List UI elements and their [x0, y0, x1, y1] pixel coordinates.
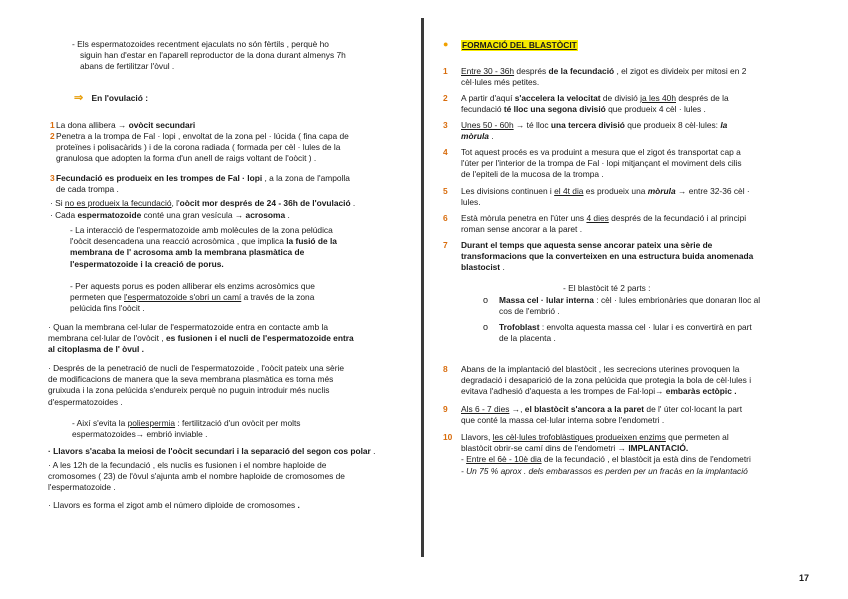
sub-paragraph-porus	[70, 281, 405, 315]
list-number: 10	[443, 432, 453, 442]
line: · Després de la penetració de nucli de l'espermatozoide , l'oòcit pateix una sèrie	[48, 363, 345, 373]
line: d'espermatozoides .	[48, 396, 123, 407]
text: .	[287, 210, 290, 220]
list-number: 9	[443, 404, 448, 414]
line: pelúcida fins l'oòcit .	[70, 303, 145, 314]
bold-text: espermatozoide	[77, 210, 142, 220]
item-line: Penetra a la trompa de Fal · lopi , envoltat de la zona pel · lúcida ( fina capa de	[56, 131, 349, 141]
text: .	[502, 262, 505, 273]
list-number: 3	[50, 173, 55, 183]
bold-line: l'espermatozoide i la creació de porus.	[70, 258, 224, 269]
ovulation-heading	[74, 93, 405, 104]
italic-line: - Un 75 % aprox . dels embarassos es perden per un fracàs en la implantació	[461, 465, 748, 476]
bold-line: membrana de l' acrosoma amb la membrana plasmàtica de	[70, 247, 305, 258]
item-line: proteïnes i polisacàrids ) i de la corona radiada ( formada per cèl · lules de la	[56, 142, 341, 153]
bold-text: Trofoblast	[499, 322, 540, 332]
intro-line: siguin han d'estar en l'aparell reproductor de la dona durant almenys 7h	[80, 50, 346, 61]
underlined-text: Als 6 - 7 dies	[461, 404, 510, 414]
circle-bullet-icon: o	[483, 295, 489, 305]
right-arrow-icon: →	[234, 210, 244, 220]
text: · Cada	[50, 210, 76, 220]
list-number: 6	[443, 213, 448, 223]
line: de l'epiteli de la mucosa de la trompa .	[461, 169, 604, 180]
bold-text: una tercera divisió	[550, 120, 625, 130]
text: Llavors,	[461, 432, 491, 442]
text: després de la fecundació i al principi	[611, 213, 747, 223]
text: A partir d'aquí	[461, 93, 513, 103]
text: l'oòcit desencadena una reacció acrosòmica , que implica	[70, 236, 284, 247]
bold-text: de la fecundació	[548, 66, 615, 76]
bold-text: · Llavors s'acaba la meiosi de l'oòcit secundari i la separació del segon cos polar	[48, 446, 371, 456]
text: després	[516, 66, 547, 76]
text: .	[685, 443, 689, 454]
underlined-text: el 4t dia	[554, 186, 584, 196]
page-number: 17	[799, 573, 810, 583]
column-divider	[421, 18, 424, 557]
text: a través de la zona	[243, 292, 315, 303]
text: : cèl · lules embrionàries que donaran lloc al	[596, 295, 761, 305]
underlined-text: no es produeix la fecundació	[64, 198, 172, 208]
sub-list-item	[499, 322, 813, 344]
text: de l' úter col·locant la part	[646, 404, 743, 414]
text: després de la	[678, 93, 729, 103]
paragraph-zigot	[48, 500, 405, 511]
underlined-text: Entre el 6è - 10è dia	[466, 454, 542, 465]
list-number: 8	[443, 364, 448, 374]
text: membrana cel·lular de l'ovòcit ,	[48, 333, 164, 344]
underlined-text: les cèl·lules trofoblàstiques produeixen enzims	[492, 432, 666, 442]
line: cromosomes ( 23) de l'òvul s'ajunta amb el nombre haploide de cromosomes de	[48, 471, 345, 482]
item-text: , a la zona de l'ampolla	[264, 173, 350, 183]
text: fecundació	[461, 104, 502, 115]
item-text: La dona allibera	[56, 120, 116, 130]
list-item	[461, 147, 813, 181]
line: - Per aquests porus es poden alliberar els enzims acrosòmics que	[70, 281, 315, 291]
text: Està mòrula penetra en l'úter uns	[461, 213, 585, 223]
list-item	[56, 120, 405, 131]
list-item	[461, 404, 813, 426]
ovulation-heading-text: En l'ovulació :	[91, 93, 148, 103]
intro-line: abans de fertilitzar l'òvul .	[80, 61, 175, 72]
paragraph-12h	[48, 460, 405, 494]
section-title: FORMACIÓ DEL BLASTÒCIT	[462, 40, 577, 50]
list-number: 3	[443, 120, 448, 130]
text: que permeten al	[668, 432, 729, 442]
text: , el zigot es divideix per mitosi en 2	[616, 66, 747, 76]
list-number: 7	[443, 240, 448, 250]
text: de la fecundació , el blastòcit ja està dins de l'endometri	[543, 454, 751, 465]
sub-paragraph-interaccio	[70, 225, 405, 270]
text: Les divisions continuen i	[461, 186, 552, 196]
sub-list-item	[499, 295, 813, 317]
bold-text: el blastòcit s'ancora a la paret	[524, 404, 645, 414]
list-number: 2	[443, 93, 448, 103]
text: .	[352, 198, 356, 208]
sub-heading: - El blastòcit té 2 parts :	[563, 283, 651, 293]
text: · Si	[50, 198, 63, 208]
bold-text: té lloc una segona divisió	[503, 104, 606, 115]
double-arrow-icon: ⇒	[74, 92, 84, 104]
circle-bullet-icon: o	[483, 322, 489, 332]
line: cèl·lules més petites.	[461, 77, 540, 88]
italic-text: mòrula	[647, 186, 676, 196]
list-number: 1	[443, 66, 448, 76]
list-item	[461, 120, 813, 142]
bold-text: s'accelera la velocitat	[514, 93, 601, 103]
bold-line: Durant el temps que aquesta sense ancorar pateix una sèrie de	[461, 240, 713, 250]
list-item	[461, 364, 813, 398]
right-arrow-icon: →	[511, 404, 521, 414]
list-number: 1	[50, 120, 55, 130]
text: evitava l'adhesió d'aquesta a les trompes de Fal·lopi	[461, 386, 656, 397]
text: .	[373, 446, 376, 456]
text: -	[461, 454, 464, 465]
line: Abans de la implantació del blastòcit , les secrecions uterines provoquen la	[461, 364, 740, 374]
list-item	[461, 93, 813, 115]
text: ,	[520, 404, 523, 414]
line: roman sense ancorar a la paret .	[461, 224, 583, 235]
line: que conté la massa cel·lular interna sobre l'endometri .	[461, 415, 665, 426]
text: que produeix 8 cèl·lules:	[627, 120, 719, 130]
paragraph-meiosi	[48, 446, 405, 457]
line: l'úter per l'interior de la trompa de Fal · lopi mitjançant el moviment dels cilis	[461, 158, 742, 169]
sub-paragraph-poliespermia	[72, 418, 405, 440]
text: espermatozoides	[72, 429, 136, 440]
right-arrow-icon: →	[117, 120, 127, 130]
bold-text: IMPLANTACIÓ	[628, 443, 686, 454]
underlined-text: poliespermia	[127, 418, 176, 428]
right-arrow-icon: →	[678, 186, 687, 196]
underlined-text: Unes 50 - 60h	[461, 120, 514, 130]
text: blastòcit obrir-se camí dins de l'endometri	[461, 443, 616, 454]
right-arrow-icon: →	[655, 386, 664, 397]
list-item	[56, 131, 405, 165]
underlined-text: ja les 40h	[640, 93, 676, 103]
bold-text: Massa cel · lular interna	[499, 295, 594, 305]
list-item	[461, 432, 813, 477]
text: de divisió	[602, 93, 638, 103]
bold-text: acrosoma	[245, 210, 286, 220]
underlined-text: Entre 30 - 36h	[461, 66, 515, 76]
text: embrió inviable .	[146, 429, 208, 440]
paragraph-despres	[48, 363, 405, 408]
line: degradació i desaparició de la zona pelúcida que protegia la bola de cèl·lules i	[461, 375, 752, 386]
text: , l'	[171, 198, 180, 208]
right-arrow-icon: →	[617, 443, 626, 454]
line: · Quan la membrana cel·lular de l'espermatozoide entra en contacte amb la	[48, 322, 328, 332]
right-arrow-icon: →	[135, 429, 145, 440]
line: gruixuda i la zona pelúcida s'endureix perquè no puguin introduir més nuclis	[48, 385, 330, 396]
text: .	[297, 500, 300, 510]
item-bold: Fecundació es produeix en les trompes de Fal · lopi	[56, 173, 263, 183]
text: .	[491, 131, 494, 142]
text: · Llavors es forma el zigot amb el número diploide de cromosomes	[48, 500, 296, 510]
paragraph-cada	[50, 210, 405, 221]
item-line: de cada trompa .	[56, 184, 119, 195]
text: es produeix una	[585, 186, 646, 196]
text: : fertilització d'un ovòcit per molts	[177, 418, 301, 428]
bold-text: oòcit mor després de 24 - 36h de l'ovulació	[179, 198, 351, 208]
list-item	[56, 173, 405, 195]
bold-text: la fusió de la	[286, 236, 337, 247]
bold-text: blastocist	[461, 262, 501, 273]
item-bold: ovòcit secundari	[128, 120, 196, 130]
list-number: 2	[50, 131, 55, 141]
underlined-text: l'espermatozoide s'obri un camí	[124, 292, 242, 303]
list-item	[461, 240, 813, 274]
line: cos de l'embrió .	[499, 306, 560, 317]
bold-text: es fusionen i el nucli de l'espermatozoide entra	[165, 333, 354, 344]
text: - Així s'evita la	[72, 418, 126, 428]
paragraph-si	[50, 198, 405, 209]
line: - La interacció de l'espermatozoide amb molècules de la zona pelúdica	[70, 225, 333, 235]
text: : envolta aquesta massa cel · lular i es convertirà en part	[541, 322, 752, 332]
right-arrow-icon: →	[515, 120, 525, 130]
italic-text: mòrula	[461, 131, 489, 142]
line: Tot aquest procés es va produint a mesura que el zigot és transportat cap a	[461, 147, 741, 157]
intro-paragraph	[72, 39, 405, 73]
item-line: granulosa que adopten la forma d'un anell de raigs voltant de l'oòcit ) .	[56, 153, 317, 164]
line: · A les 12h de la fecundació , els nuclis es fusionen i el nombre haploide de	[48, 460, 327, 470]
text: entre 32-36 cèl ·	[688, 186, 750, 196]
underlined-text: 4 dies	[586, 213, 609, 223]
bullet-icon: ●	[443, 39, 449, 49]
text: que produeix 4 cèl · lules .	[608, 104, 706, 115]
list-item	[461, 186, 813, 208]
list-item	[461, 213, 813, 235]
line: de modificacions de manera que la seva membrana plasmàtica es torna més	[48, 374, 334, 385]
paragraph-quan	[48, 322, 405, 356]
line: lules.	[461, 197, 481, 208]
line: de la placenta .	[499, 333, 556, 344]
intro-line: - Els espermatozoides recentment ejaculats no són fèrtils , perquè ho	[72, 39, 329, 49]
text: té lloc	[526, 120, 549, 130]
text: permeten que	[70, 292, 122, 303]
list-number: 4	[443, 147, 448, 157]
bold-line: transformacions que la converteixen en una estructura buida anomenada	[461, 251, 754, 262]
bold-line: al citoplasma de l' òvul .	[48, 344, 145, 355]
bold-text: embaràs ectòpic .	[665, 386, 737, 397]
italic-text: la	[720, 120, 728, 130]
line: l'espermatozoide .	[48, 482, 116, 493]
list-item	[461, 66, 813, 88]
list-number: 5	[443, 186, 448, 196]
text: conté una gran vesícula	[143, 210, 233, 220]
